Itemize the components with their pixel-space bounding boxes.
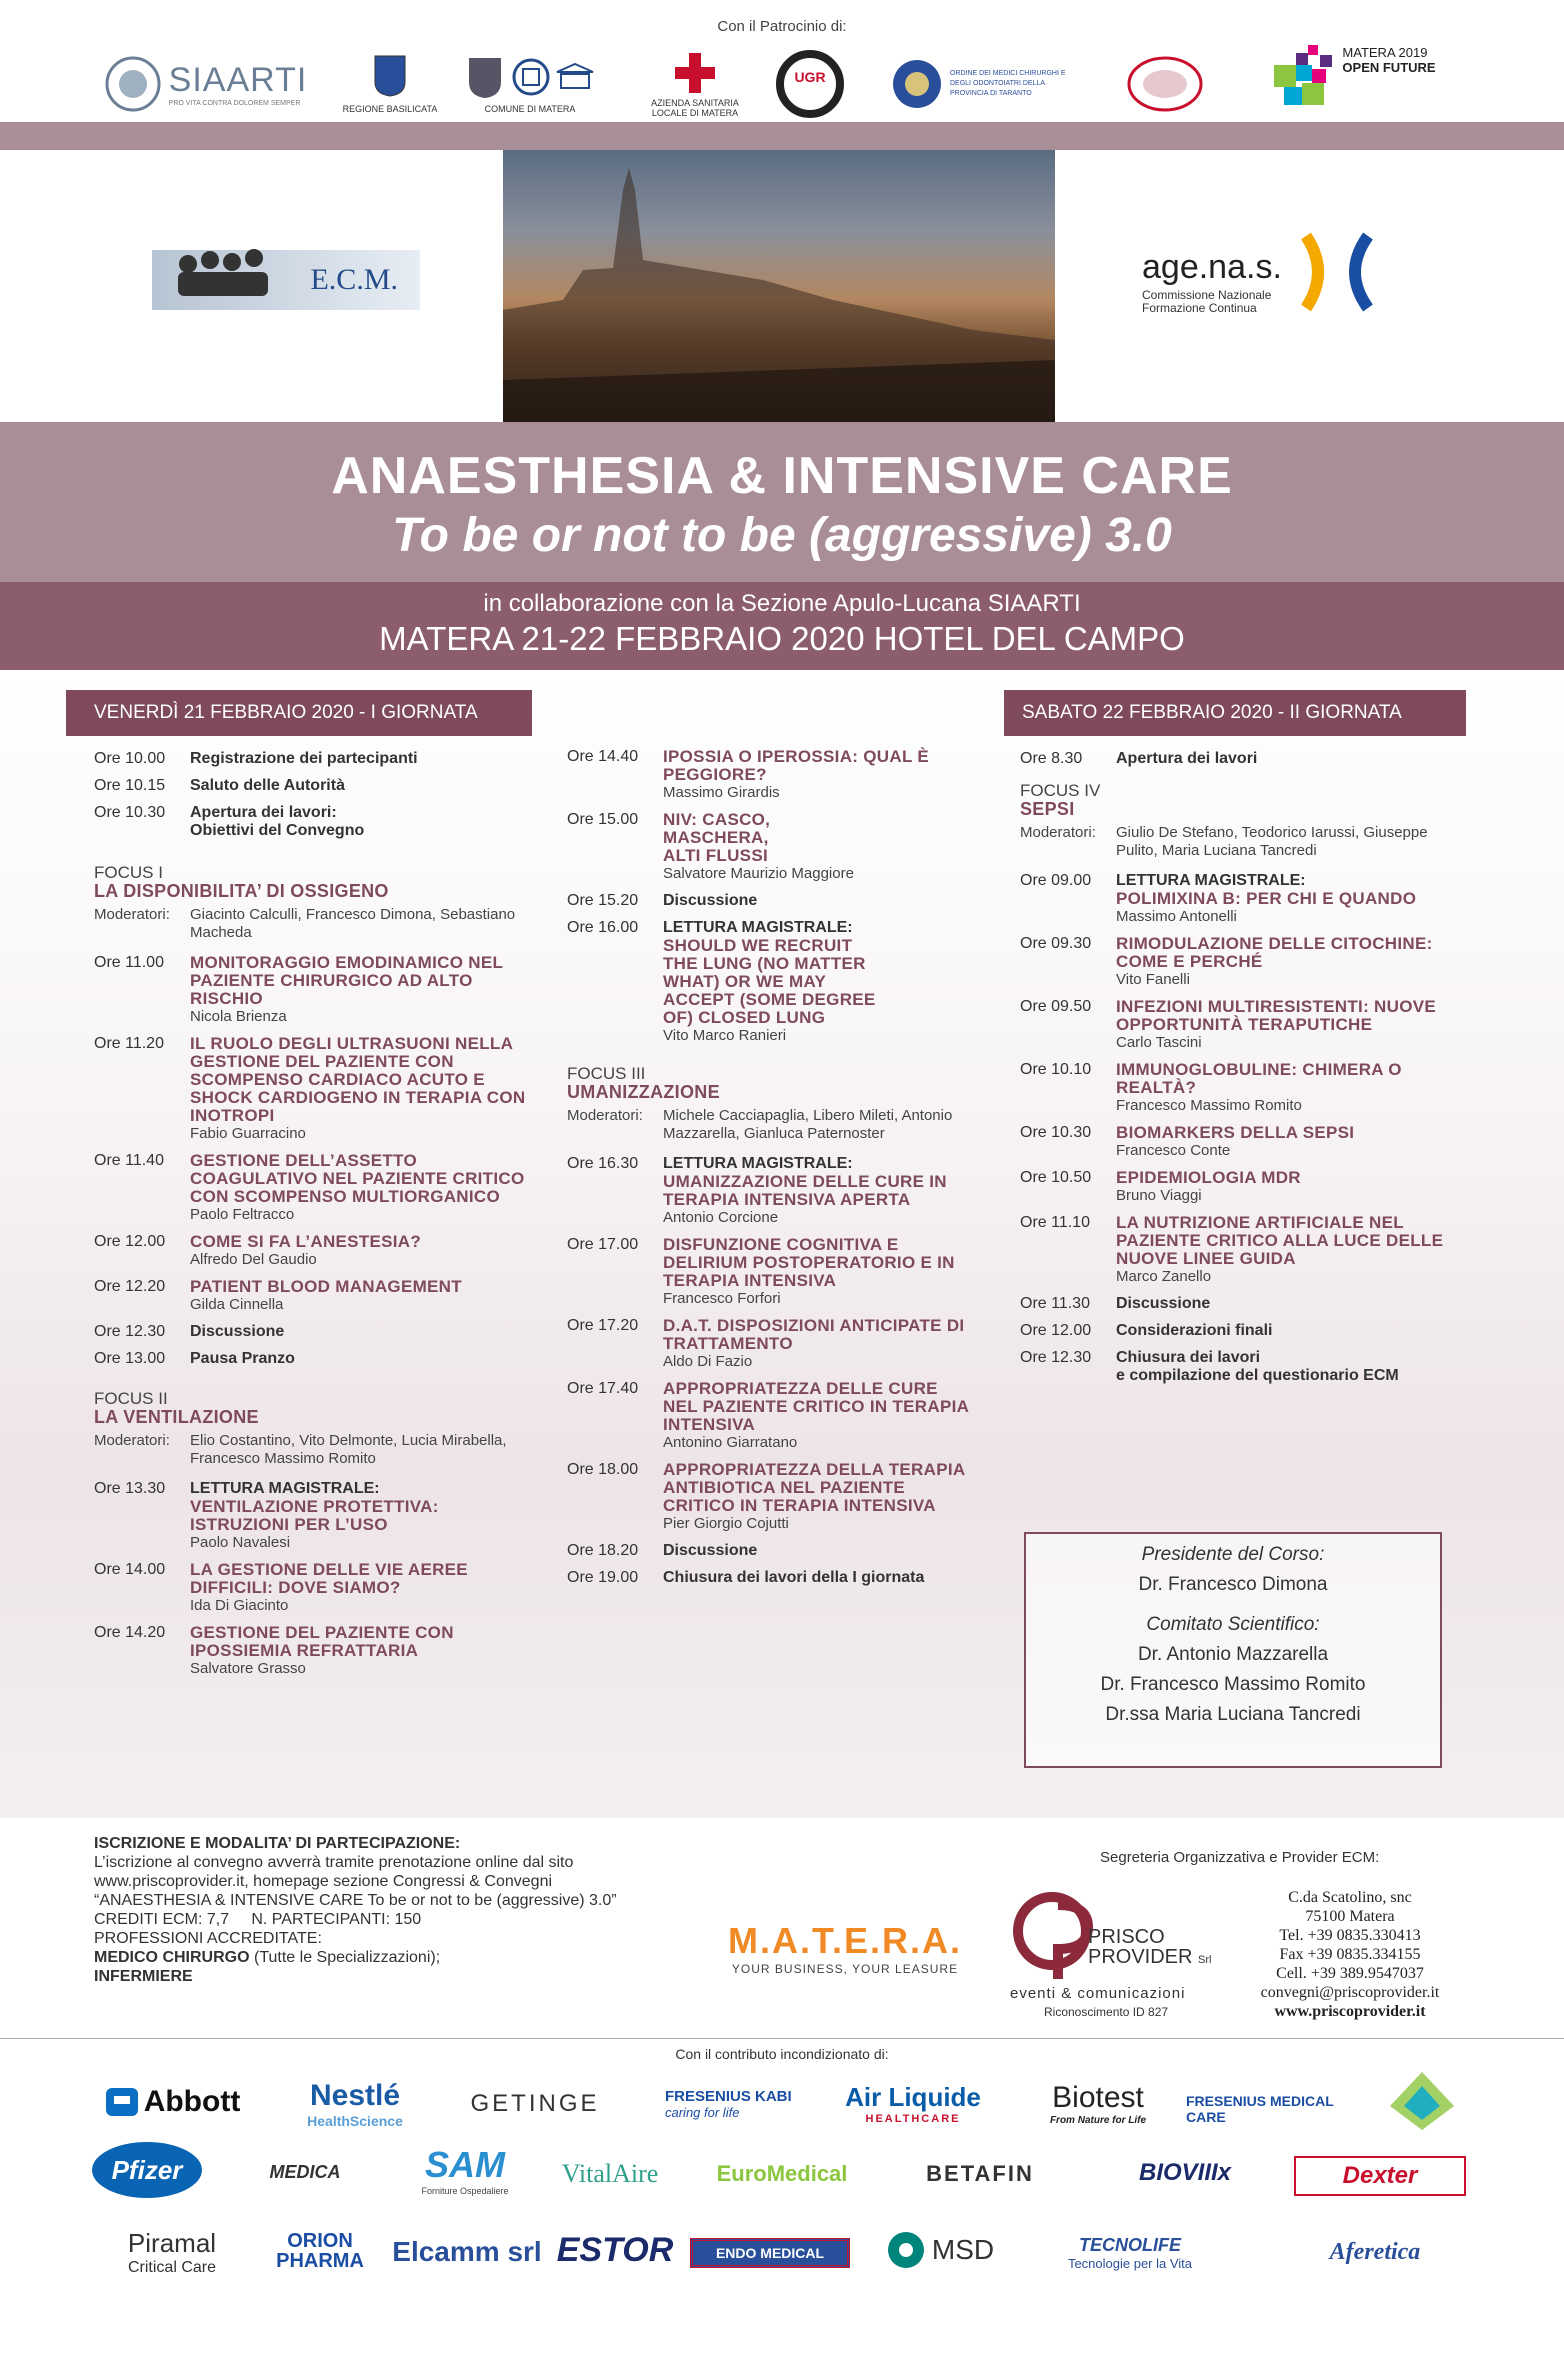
moderators: Moderatori: Michele Cacciapaglia, Libero Mileti, Antonio Mazzarella, Gianluca Paternoster bbox=[567, 1107, 953, 1142]
program-item: Ore 17.00 DISFUNZIONE COGNITIVA E DELIRIUM POSTOPERATORIO E IN TERAPIA INTENSIVA Francesco Forfori bbox=[567, 1235, 955, 1307]
profession-infermiere: INFERMIERE bbox=[94, 1968, 193, 1985]
prisco-eventi: eventi & comunicazioni bbox=[1010, 1985, 1186, 2002]
moderators: Moderatori: Giulio De Stefano, Teodorico Iarussi, Giuseppe Pulito, Maria Luciana Tancredi bbox=[1020, 824, 1428, 859]
program-item: Ore 11.40 GESTIONE DELL’ASSETTO COAGULATIVO NEL PAZIENTE CRITICO CON SCOMPENSO MULTIORGANICO Paolo Feltracco bbox=[94, 1151, 525, 1223]
president-name: Dr. Francesco Dimona bbox=[1138, 1574, 1328, 1595]
ugr-logo bbox=[770, 45, 850, 123]
prisco-name: PRISCO bbox=[1088, 1926, 1165, 1948]
sponsor-air-liquide: Air Liquide HEALTHCARE bbox=[845, 2081, 981, 2125]
program-item: Ore 15.00 NIV: CASCO, MASCHERA, ALTI FLUSSI Salvatore Maurizio Maggiore bbox=[567, 810, 854, 882]
matera-crest-icon bbox=[465, 54, 505, 100]
program-item: Ore 11.20 IL RUOLO DEGLI ULTRASUONI NELLA GESTIONE DEL PAZIENTE CON SCOMPENSO CARDIACO ACUTO E SHOCK CARDIOGENO IN TERAPIA CON INOTROPI Fabio Guarracino bbox=[94, 1034, 526, 1142]
program-item: Ore 10.30 BIOMARKERS DELLA SEPSI Francesco Conte bbox=[1020, 1123, 1355, 1159]
sponsor-orion: ORION PHARMA bbox=[276, 2230, 364, 2272]
ugr-text: UGR bbox=[794, 69, 826, 85]
committee-member: Dr. Francesco Massimo Romito bbox=[1100, 1674, 1366, 1695]
provider-email[interactable]: convegni@priscoprovider.it bbox=[1260, 1984, 1440, 2001]
ecm-credits: CREDITI ECM: 7,7 N. PARTECIPANTI: 150 bbox=[94, 1911, 422, 1928]
basilicata-label: REGIONE BASILICATA bbox=[342, 104, 438, 114]
agenas-name: age.na.s. bbox=[1142, 248, 1282, 286]
asl-label: AZIENDA SANITARIA LOCALE DI MATERA bbox=[651, 97, 739, 118]
program-item: Ore 14.00 LA GESTIONE DELLE VIE AEREE DIFFICILI: DOVE SIAMO? Ida Di Giacinto bbox=[94, 1560, 468, 1614]
ecm-people-icon bbox=[168, 238, 288, 308]
sponsor-dexter: Dexter bbox=[1294, 2156, 1466, 2196]
program-item: Ore 10.30 Apertura dei lavori: Obiettivi del Convegno bbox=[94, 804, 365, 839]
matera-2019-slogan: OPEN FUTURE bbox=[1342, 60, 1436, 75]
sponsor-bioviiix: BIOVIIIx bbox=[1138, 2159, 1232, 2186]
program-item: Ore 10.50 EPIDEMIOLOGIA MDR Bruno Viaggi bbox=[1020, 1168, 1301, 1204]
program-item: Ore 10.15 Saluto delle Autorità bbox=[94, 777, 345, 794]
ecm-text: E.C.M. bbox=[310, 263, 398, 296]
prisco-id: Riconoscimento ID 827 bbox=[1044, 2005, 1169, 2019]
sponsor-euromedical: EuroMedical bbox=[716, 2161, 848, 2186]
prisco-provider: PROVIDER bbox=[1088, 1946, 1193, 1968]
sponsor-pfizer: Pfizer bbox=[92, 2142, 202, 2198]
matera-provider-tagline: YOUR BUSINESS, YOUR LEASURE bbox=[731, 1962, 959, 1976]
main-title: ANAESTHESIA & INTENSIVE CARE bbox=[331, 447, 1233, 505]
sponsor-betafin: BETAFIN bbox=[926, 2161, 1034, 2186]
program-item: Ore 14.40 IPOSSIA O IPEROSSIA: QUAL È PEGGIORE? Massimo Girardis bbox=[567, 747, 929, 801]
program-item: Ore 12.30 Chiusura dei lavori e compilazione del questionario ECM bbox=[1020, 1349, 1399, 1384]
program-column-1 bbox=[94, 750, 534, 1687]
day2-band: SABATO 22 FEBBRAIO 2020 - II GIORNATA bbox=[1004, 690, 1466, 736]
sponsor-divider bbox=[0, 2038, 1564, 2039]
matera-provider-name: M.A.T.E.R.A. bbox=[727, 1920, 962, 1961]
program-item: Ore 12.00 COME SI FA L’ANESTESIA? Alfredo Del Gaudio bbox=[94, 1232, 422, 1268]
day1-band: VENERDÌ 21 FEBBRAIO 2020 - I GIORNATA bbox=[66, 690, 532, 736]
provider-fax: Fax +39 0835.334155 bbox=[1279, 1946, 1421, 1963]
association-oval-icon bbox=[1125, 54, 1205, 114]
sponsor-fresenius-medical: FRESENIUS MEDICAL CARE bbox=[1186, 2093, 1334, 2125]
sponsor-nestle: Nestlé HealthScience bbox=[307, 2079, 403, 2129]
focus-header: FOCUS III UMANIZZAZIONE bbox=[567, 1064, 720, 1102]
provider-cell: Cell. +39 389.9547037 bbox=[1276, 1965, 1424, 1982]
agenas-x-icon bbox=[1300, 232, 1374, 312]
comune-matera-logo bbox=[455, 45, 605, 123]
abbott-icon bbox=[104, 2084, 140, 2120]
provider-tel: Tel. +39 0835.330413 bbox=[1279, 1927, 1421, 1944]
sponsor-abbott: Abbott bbox=[92, 2080, 252, 2124]
sponsor-biotest: Biotest From Nature for Life bbox=[1049, 2080, 1147, 2126]
siaarti-name: SIAARTI bbox=[168, 61, 308, 99]
sponsor-tecnolife: TECNOLIFE Tecnologie per la Vita bbox=[1067, 2235, 1193, 2271]
sponsor-msd: MSD bbox=[875, 2228, 1005, 2272]
ordine-medici-emblem-icon bbox=[890, 57, 944, 111]
sponsor-elcamm: Elcamm srl bbox=[392, 2236, 542, 2267]
matera-2019-logo bbox=[1255, 45, 1455, 123]
prisco-srl: Srl bbox=[1198, 1954, 1212, 1966]
program-item: Ore 14.20 GESTIONE DEL PAZIENTE CON IPOSSIEMIA REFRATTARIA Salvatore Grasso bbox=[94, 1623, 454, 1677]
matera-2019-mosaic-icon bbox=[1274, 45, 1334, 115]
sponsor-estor: ESTOR bbox=[556, 2230, 674, 2269]
sponsor-medica: MEDICA bbox=[269, 2161, 341, 2182]
moderators: Moderatori: Giacinto Calculli, Francesco Dimona, Sebastiano Macheda bbox=[94, 906, 516, 941]
comune-matera-label: COMUNE DI MATERA bbox=[484, 104, 576, 114]
moderators: Moderatori: Elio Costantino, Vito Delmonte, Lucia Mirabella, Francesco Massimo Romito bbox=[94, 1432, 507, 1467]
program-item: Ore 09.00 LETTURA MAGISTRALE: POLIMIXINA B: PER CHI E QUANDO Massimo Antonelli bbox=[1020, 872, 1417, 925]
basilicata-shield-icon bbox=[373, 54, 407, 98]
association-logo bbox=[1120, 45, 1210, 123]
sponsor-fresenius-kabi: FRESENIUS KABI caring for life bbox=[665, 2088, 792, 2120]
profession-medico: MEDICO CHIRURGO bbox=[94, 1949, 250, 1966]
agenas-line1: Commissione Nazionale bbox=[1142, 288, 1272, 302]
sub-title: To be or not to be (aggressive) 3.0 bbox=[392, 509, 1172, 562]
sponsor-sam: SAM Forniture Ospedaliere bbox=[421, 2144, 509, 2196]
agenas-line2: Formazione Continua bbox=[1142, 301, 1257, 315]
committee-member: Dr.ssa Maria Luciana Tancredi bbox=[1105, 1704, 1361, 1725]
ordine-medici-logo bbox=[885, 45, 1085, 123]
siaarti-emblem-icon bbox=[103, 54, 163, 114]
focus-header: FOCUS IV SEPSI bbox=[1020, 781, 1101, 819]
program-item: Ore 17.20 D.A.T. DISPOSIZIONI ANTICIPATE DI TRATTAMENTO Aldo Di Fazio bbox=[567, 1316, 965, 1370]
focus-header: FOCUS I LA DISPONIBILITA’ DI OSSIGENO bbox=[94, 863, 389, 901]
program-item: Ore 13.00 Pausa Pranzo bbox=[94, 1350, 295, 1367]
program-item: Ore 12.20 PATIENT BLOOD MANAGEMENT Gilda Cinnella bbox=[94, 1277, 462, 1313]
registration-line: www.priscoprovider.it, homepage sezione Congressi & Convegni bbox=[94, 1873, 553, 1890]
top-band bbox=[0, 122, 1564, 150]
provider-contacts bbox=[1250, 1888, 1450, 2021]
event-line: MATERA 21-22 FEBBRAIO 2020 HOTEL DEL CAMPO bbox=[379, 620, 1185, 657]
program-item: Ore 10.10 IMMUNOGLOBULINE: CHIMERA O REALTÀ? Francesco Massimo Romito bbox=[1020, 1060, 1402, 1114]
program-item: Ore 17.40 APPROPRIATEZZA DELLE CURE NEL PAZIENTE CRITICO IN TERAPIA INTENSIVA Antonino Giarratano bbox=[567, 1379, 969, 1451]
focus-header: FOCUS II LA VENTILAZIONE bbox=[94, 1389, 259, 1427]
registration-line: L’iscrizione al convegno avverrà tramite prenotazione online dal sito bbox=[94, 1854, 574, 1871]
program-item: Ore 11.30 Discussione bbox=[1020, 1295, 1211, 1312]
msd-icon bbox=[886, 2230, 926, 2270]
sponsor-getinge: GETINGE bbox=[470, 2090, 600, 2117]
registration-line: “ANAESTHESIA & INTENSIVE CARE To be or not to be (aggressive) 3.0” bbox=[94, 1892, 617, 1909]
program-item: Ore 8.30 Apertura dei lavori bbox=[1020, 750, 1258, 767]
registration-heading: ISCRIZIONE E MODALITA’ DI PARTECIPAZIONE: bbox=[94, 1835, 461, 1852]
program-item: Ore 11.00 MONITORAGGIO EMODINAMICO NEL PAZIENTE CHIRURGICO AD ALTO RISCHIO Nicola Brienza bbox=[94, 953, 503, 1025]
prisco-logo bbox=[1010, 1885, 1230, 2025]
president-label: Presidente del Corso: bbox=[1141, 1544, 1325, 1565]
siaarti-logo bbox=[100, 45, 310, 123]
program-item: Ore 15.20 Discussione bbox=[567, 892, 758, 909]
collab-line: in collaborazione con la Sezione Apulo-Lucana SIAARTI bbox=[483, 590, 1081, 617]
sponsors-label: Con il contributo incondizionato di: bbox=[675, 2046, 889, 2062]
provider-city: 75100 Matera bbox=[1305, 1908, 1395, 1925]
sponsor-piramal: Piramal Critical Care bbox=[127, 2227, 217, 2276]
program-column-3 bbox=[1020, 750, 1460, 1394]
committee-box bbox=[1024, 1532, 1442, 1768]
provider-website[interactable]: www.priscoprovider.it bbox=[1274, 2003, 1426, 2020]
committee-member: Dr. Antonio Mazzarella bbox=[1137, 1644, 1329, 1665]
program-item: Ore 13.30 LETTURA MAGISTRALE: VENTILAZIONE PROTETTIVA: ISTRUZIONI PER L’USO Paolo Navalesi bbox=[94, 1480, 439, 1551]
program-item: Ore 18.20 Discussione bbox=[567, 1542, 758, 1559]
provider-label: Segreteria Organizzativa e Provider ECM: bbox=[1100, 1849, 1380, 1866]
scientific-committee-label: Comitato Scientifico: bbox=[1146, 1614, 1320, 1635]
program-item: Ore 16.00 LETTURA MAGISTRALE: SHOULD WE RECRUIT THE LUNG (NO MATTER WHAT) OR WE MAY ACCEPT (SOME DEGREE OF) CLOSED LUNG Vito Marco Ranieri bbox=[567, 919, 876, 1044]
matera-night-photo bbox=[503, 150, 1055, 422]
program-item: Ore 12.30 Discussione bbox=[94, 1323, 285, 1340]
program-item: Ore 09.30 RIMODULAZIONE DELLE CITOCHINE: COME E PERCHÉ Vito Fanelli bbox=[1020, 934, 1433, 988]
program-column-2 bbox=[567, 748, 977, 1596]
sponsor-vitalaire: VitalAire bbox=[561, 2159, 659, 2188]
provider-address: C.da Scatolino, snc bbox=[1288, 1889, 1412, 1906]
program-item: Ore 12.00 Considerazioni finali bbox=[1020, 1322, 1273, 1339]
asl-logo bbox=[650, 45, 740, 123]
registration-line: PROFESSIONI ACCREDITATE: bbox=[94, 1930, 322, 1947]
matera-provider-logo bbox=[720, 1920, 970, 1976]
matera-2019-year: MATERA 2019 bbox=[1342, 45, 1428, 60]
asl-cross-icon bbox=[673, 51, 717, 95]
program-item: Ore 09.50 INFEZIONI MULTIRESISTENTI: NUOVE OPPORTUNITÀ TERAPUTICHE Carlo Tascini bbox=[1020, 997, 1437, 1051]
patronage-label: Con il Patrocinio di: bbox=[717, 18, 847, 35]
program-item: Ore 16.30 LETTURA MAGISTRALE: UMANIZZAZIONE DELLE CURE IN TERAPIA INTENSIVA APERTA Antonio Corcione bbox=[567, 1155, 947, 1226]
profession-note: (Tutte le Specializzazioni); bbox=[249, 1949, 441, 1966]
ordine-medici-label: ORDINE DEI MEDICI CHIRURGHI E DEGLI ODONTOIATRI DELLA PROVINCIA DI TARANTO bbox=[950, 70, 1066, 97]
program-item: Ore 19.00 Chiusura dei lavori della I giornata bbox=[567, 1569, 925, 1586]
program-item: Ore 10.00 Registrazione dei partecipanti bbox=[94, 750, 418, 767]
siaarti-motto: PRO VITA CONTRA DOLOREM SEMPER bbox=[168, 100, 301, 107]
sponsor-aferetica: Aferetica bbox=[1329, 2238, 1421, 2265]
program-item: Ore 11.10 LA NUTRIZIONE ARTIFICIALE NEL PAZIENTE CRITICO ALLA LUCE DELLE NUOVE LINEE GUIDA Marco Zanello bbox=[1020, 1213, 1444, 1285]
unesco-icon bbox=[511, 57, 551, 97]
registration-info bbox=[94, 1834, 694, 1986]
sponsor-endo-medical: ENDO MEDICAL bbox=[690, 2238, 850, 2268]
sassi-silhouette-icon bbox=[503, 150, 1055, 422]
basilicata-logo bbox=[335, 45, 445, 123]
unesco-temple-icon bbox=[555, 62, 595, 92]
medicalcenter-icon bbox=[1384, 2066, 1460, 2134]
program-item: Ore 18.00 APPROPRIATEZZA DELLA TERAPIA ANTIBIOTICA NEL PAZIENTE CRITICO IN TERAPIA INTENSIVA Pier Giorgio Cojutti bbox=[567, 1460, 965, 1532]
